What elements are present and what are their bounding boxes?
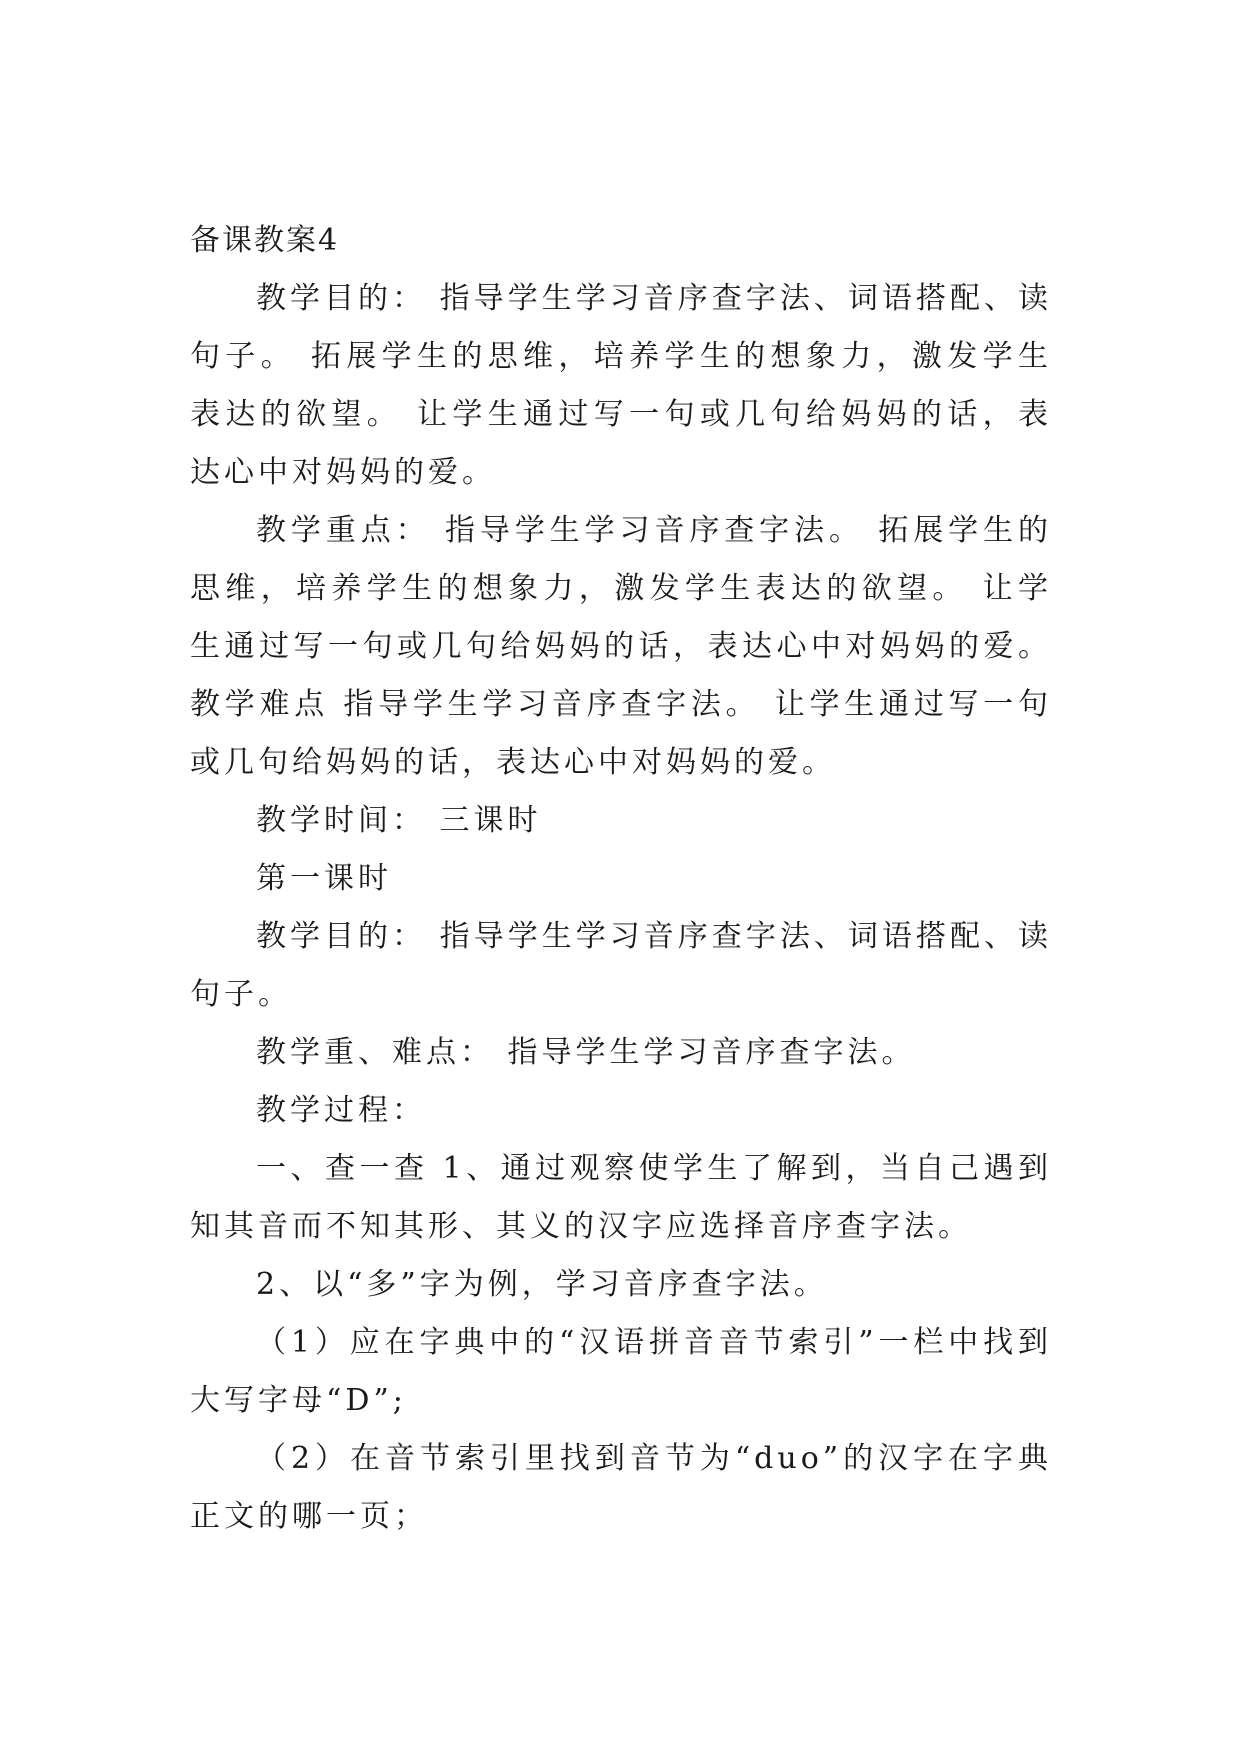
paragraph-step-one: 一、查一查 1、通过观察使学生了解到，当自己遇到知其音而不知其形、其义的汉字应选择音序查字法。 [190,1151,1052,1244]
paragraph-key-difficulty: 教学重、难点： 指导学生学习音序查字法。 [256,1035,916,1070]
paragraph-first-lesson: 第一课时 [256,861,392,896]
paragraph-substep-one: （1）应在字典中的“汉语拼音音节索引”一栏中找到大写字母“D”; [190,1325,1052,1418]
paragraph-teaching-goals: 教学目的： 指导学生学习音序查字法、词语搭配、读句子。 拓展学生的思维，培养学生的想象力，激发学生表达的欲望。 让学生通过写一句或几句给妈妈的话，表达心中对妈妈的爱。 [190,281,1052,490]
document-page [190,212,1052,1546]
paragraph-teaching-focus: 教学重点： 指导学生学习音序查字法。 拓展学生的思维，培养学生的想象力，激发学生表达的欲望。 让学生通过写一句或几句给妈妈的话，表达心中对妈妈的爱。 教学难点 指导学生学习音序查字法。 让学生通过写一句或几句给妈妈的话，表达心中对妈妈的爱。 [190,513,1052,780]
paragraph-teaching-process: 教学过程： [256,1093,426,1128]
paragraph-first-lesson-goals: 教学目的： 指导学生学习音序查字法、词语搭配、读句子。 [190,919,1052,1012]
paragraph-teaching-time: 教学时间： 三课时 [256,803,542,838]
paragraph-substep-two: （2）在音节索引里找到音节为“duo”的汉字在字典正文的哪一页； [190,1441,1052,1534]
paragraph-step-two: 2、以“多”字为例，学习音序查字法。 [256,1267,828,1302]
document-title: 备课教案4 [190,223,340,258]
